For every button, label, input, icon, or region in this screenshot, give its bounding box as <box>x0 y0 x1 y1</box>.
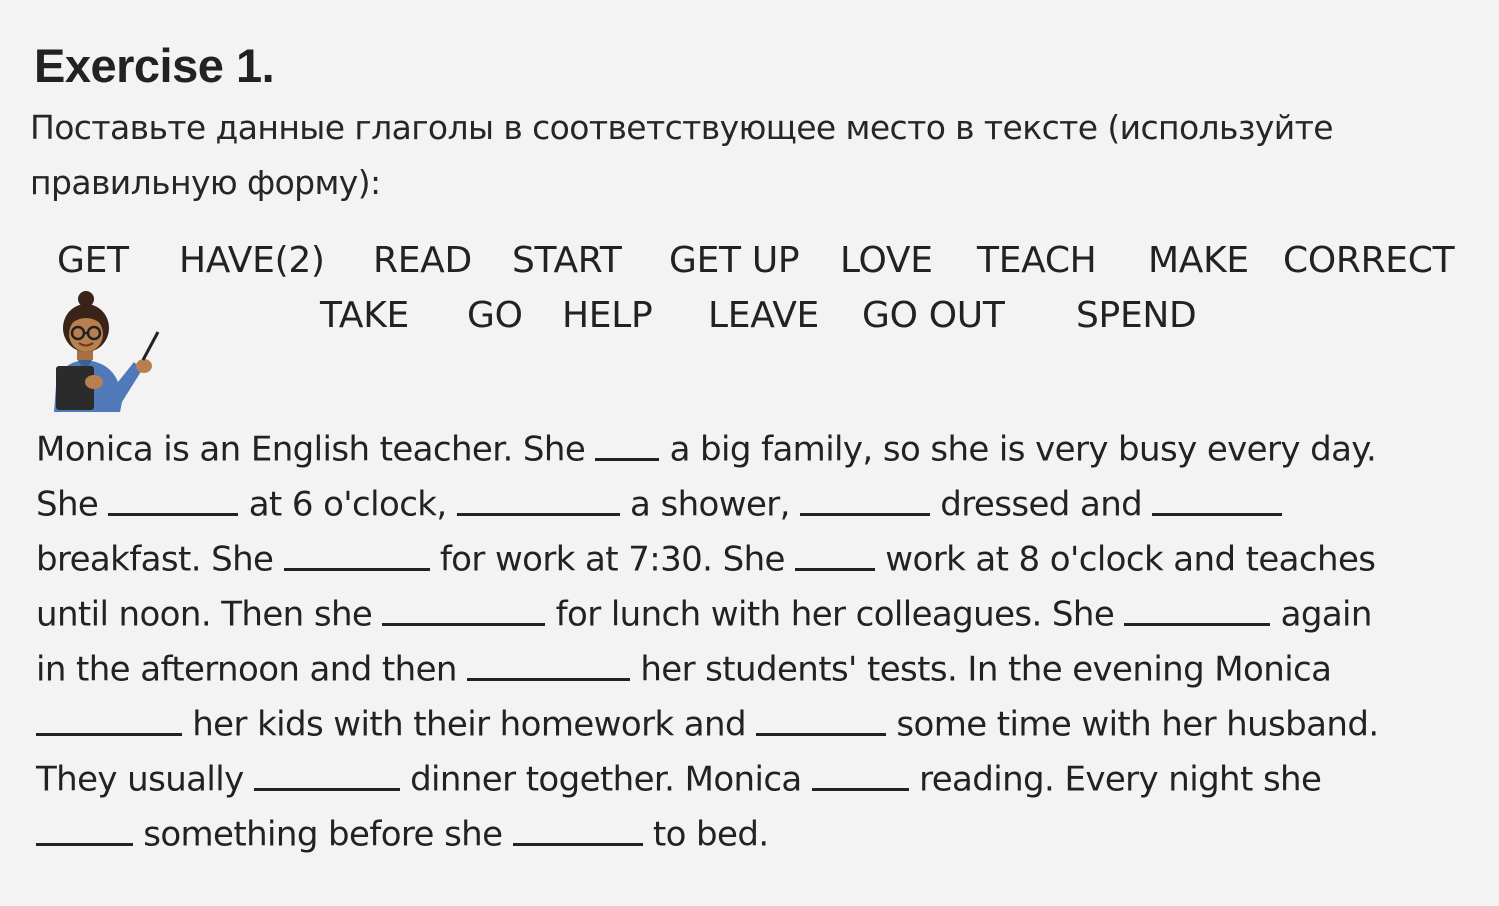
passage-text: for lunch with her colleagues. She <box>555 594 1115 635</box>
verb-correct: CORRECT <box>1283 240 1455 281</box>
passage-text: in the afternoon and then <box>36 649 457 690</box>
passage-text: again <box>1280 594 1372 635</box>
answer-blank[interactable] <box>467 647 630 681</box>
passage-line-2 <box>36 482 1282 525</box>
verb-leave: LEAVE <box>708 295 820 336</box>
passage-line-8 <box>36 812 769 855</box>
teacher-illustration <box>50 290 162 412</box>
answer-blank[interactable] <box>1124 592 1270 626</box>
passage-text: for work at 7:30. She <box>439 539 785 580</box>
verb-spend: SPEND <box>1076 295 1197 336</box>
exercise-title: Exercise 1. <box>34 39 275 92</box>
passage-line-4 <box>36 592 1372 635</box>
verb-help: HELP <box>562 295 653 336</box>
answer-blank[interactable] <box>756 702 886 736</box>
passage-text: something before she <box>143 814 503 855</box>
verb-go: GO <box>467 295 523 336</box>
verb-get-up: GET UP <box>669 240 800 281</box>
passage-text: breakfast. She <box>36 539 274 580</box>
answer-blank[interactable] <box>36 702 182 736</box>
passage-line-1 <box>36 427 1376 470</box>
answer-blank[interactable] <box>284 537 430 571</box>
answer-blank[interactable] <box>457 482 620 516</box>
verb-go-out: GO OUT <box>862 295 1005 336</box>
instruction-text: Поставьте данные глаголы в соответствующее место в тексте (используйте правильную форму): <box>30 108 1333 202</box>
passage-text: some time with her husband. <box>896 704 1379 745</box>
passage-text: at 6 o'clock, <box>248 484 447 525</box>
passage-text: They usually <box>36 759 244 800</box>
passage-text: reading. Every night she <box>919 759 1322 800</box>
passage-text: her students' tests. In the evening Monica <box>640 649 1332 690</box>
answer-blank[interactable] <box>595 427 659 461</box>
verb-make: MAKE <box>1148 240 1249 281</box>
passage-text: until noon. Then she <box>36 594 373 635</box>
passage-text: to bed. <box>652 814 769 855</box>
passage-text: dinner together. Monica <box>410 759 802 800</box>
passage-text: She <box>36 484 99 525</box>
answer-blank[interactable] <box>254 757 400 791</box>
verb-start: START <box>512 240 622 281</box>
answer-blank[interactable] <box>795 537 875 571</box>
verb-have: HAVE(2) <box>179 240 325 281</box>
passage-text: Monica is an English teacher. She <box>36 429 586 470</box>
answer-blank[interactable] <box>108 482 238 516</box>
verb-read: READ <box>373 240 472 281</box>
passage-text: a big family, so she is very busy every day. <box>669 429 1377 470</box>
passage-line-7 <box>36 757 1321 800</box>
verb-take: TAKE <box>320 295 409 336</box>
verb-get: GET <box>57 240 129 281</box>
answer-blank[interactable] <box>382 592 545 626</box>
passage-text: dressed and <box>940 484 1143 525</box>
passage-text: a shower, <box>630 484 790 525</box>
passage-line-6 <box>36 702 1379 745</box>
passage-text: work at 8 o'clock and teaches <box>885 539 1376 580</box>
passage-line-5 <box>36 647 1331 690</box>
answer-blank[interactable] <box>513 812 643 846</box>
answer-blank[interactable] <box>1152 482 1282 516</box>
answer-blank[interactable] <box>36 812 133 846</box>
answer-blank[interactable] <box>800 482 930 516</box>
verb-love: LOVE <box>840 240 933 281</box>
verb-teach: TEACH <box>977 240 1097 281</box>
passage-line-3 <box>36 537 1375 580</box>
answer-blank[interactable] <box>812 757 909 791</box>
passage-text: her kids with their homework and <box>192 704 746 745</box>
